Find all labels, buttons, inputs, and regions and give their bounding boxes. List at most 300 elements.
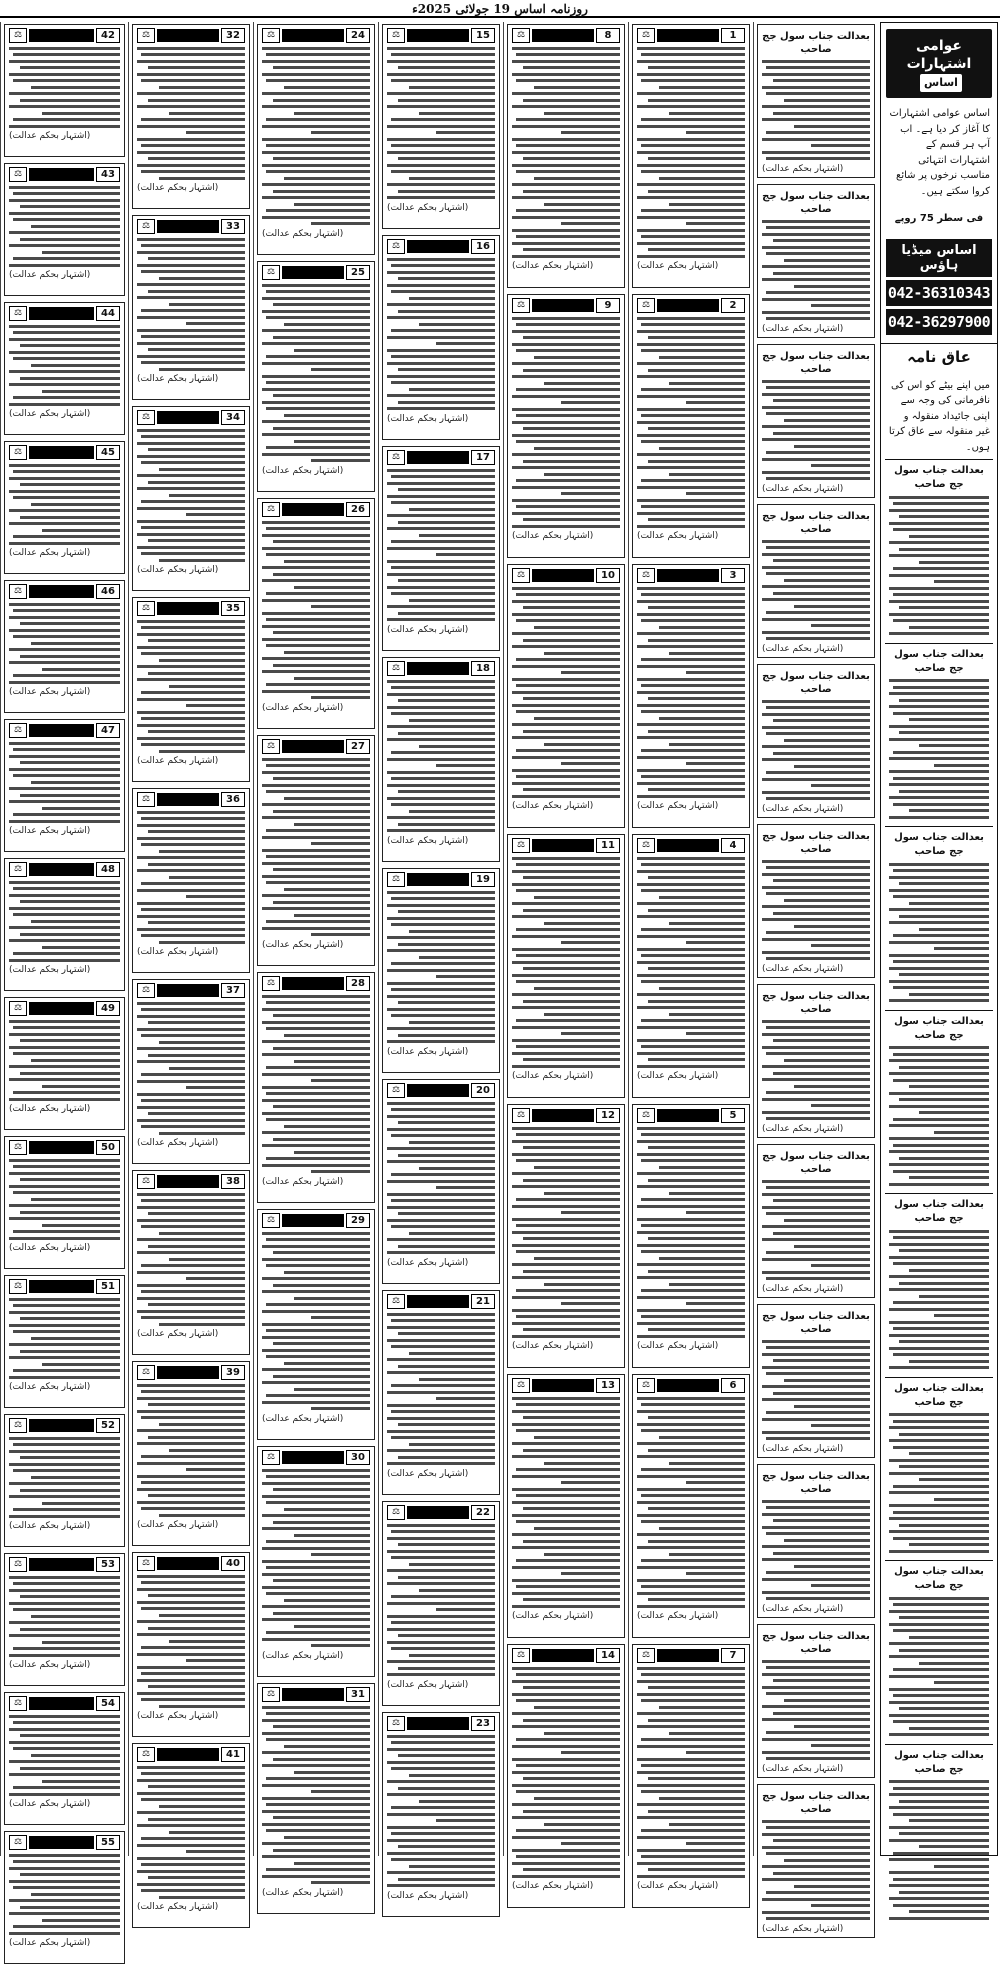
notice-header-bar: [387, 239, 495, 254]
text-line: [773, 879, 870, 882]
notice-header-bar: [137, 1556, 245, 1571]
text-line: [262, 612, 370, 615]
text-line: [387, 1219, 495, 1222]
notice-header-bar: [387, 1505, 495, 1520]
text-line: [899, 882, 989, 885]
text-line: [9, 264, 120, 267]
text-line: [20, 794, 120, 797]
text-line: [9, 105, 120, 108]
notice-signature: (اشتہار بحکم عدالت): [512, 1071, 594, 1081]
header-black-bar: [532, 1379, 594, 1392]
notice-signature: (اشتہار بحکم عدالت): [762, 1443, 844, 1454]
text-line: [137, 316, 245, 319]
text-line: [159, 1514, 245, 1517]
text-line: [512, 1592, 620, 1595]
notice-signature: (اشتہار بحکم عدالت): [762, 1283, 844, 1294]
text-line: [893, 1878, 989, 1881]
text-line: [516, 1673, 620, 1676]
text-line: [889, 1826, 989, 1829]
notice-text-lines: [512, 47, 620, 258]
text-line: [899, 1098, 989, 1101]
text-line: [889, 1550, 989, 1553]
court-emblem-icon: ⚖: [9, 1418, 27, 1433]
text-line: [262, 1719, 370, 1722]
text-line: [137, 620, 245, 623]
text-line: [523, 697, 620, 700]
court-emblem-icon: ⚖: [637, 838, 655, 853]
notice-text-lines: [889, 496, 989, 636]
text-line: [409, 1443, 495, 1446]
text-line: [648, 1777, 745, 1780]
header-black-bar: [407, 662, 469, 675]
classified-notice: [4, 1136, 125, 1269]
text-line: [266, 527, 370, 530]
court-emblem-icon: ⚖: [262, 28, 280, 43]
text-line: [148, 1212, 245, 1215]
text-line: [13, 535, 120, 538]
text-line: [766, 1666, 870, 1669]
text-line: [794, 1565, 870, 1568]
court-emblem-icon: ⚖: [262, 739, 280, 754]
text-line: [159, 177, 245, 180]
text-line: [391, 1530, 495, 1533]
text-line: [387, 949, 495, 952]
text-line: [784, 1539, 870, 1542]
text-line: [9, 1482, 120, 1485]
text-line: [934, 1314, 989, 1317]
text-line: [137, 1410, 245, 1413]
text-line: [893, 1170, 989, 1173]
text-line: [516, 1494, 620, 1497]
text-line: [387, 1550, 495, 1553]
text-line: [637, 362, 745, 365]
text-line: [137, 1792, 245, 1795]
text-line: [641, 414, 745, 417]
text-line: [266, 1355, 370, 1358]
text-line: [641, 479, 745, 482]
notice-text-lines: [9, 603, 120, 684]
text-line: [893, 1353, 989, 1356]
text-line: [141, 717, 245, 720]
text-line: [766, 157, 870, 160]
text-line: [893, 751, 989, 754]
text-line: [262, 1144, 370, 1147]
text-line: [637, 1475, 745, 1478]
court-emblem-icon: ⚖: [512, 1108, 530, 1123]
text-line: [262, 151, 370, 154]
classified-notice: [757, 344, 875, 498]
text-line: [169, 685, 245, 688]
notice-column: [128, 22, 253, 1912]
text-line: [387, 1582, 495, 1585]
notice-number: 33: [221, 219, 245, 234]
text-line: [137, 92, 245, 95]
text-line: [762, 1833, 870, 1836]
text-line: [637, 105, 745, 108]
notice-signature: (اشتہار بحکم عدالت): [512, 1611, 594, 1621]
text-line: [262, 816, 370, 819]
text-line: [512, 1745, 620, 1748]
notice-text-lines: [512, 587, 620, 798]
text-line: [137, 1857, 245, 1860]
text-line: [889, 1917, 989, 1920]
classified-notice: [382, 446, 500, 651]
court-emblem-icon: ⚖: [262, 1687, 280, 1702]
text-line: [137, 455, 245, 458]
text-line: [262, 453, 370, 456]
aaq-text: میں اپنے بیٹے کو اس کی نافرمانی کی وجہ سے اپنی جائیداد منقولہ و غیر منقولہ سے عاق کرتا ہوں۔: [888, 379, 990, 453]
text-line: [409, 86, 495, 89]
text-line: [561, 671, 620, 674]
text-line: [9, 787, 120, 790]
text-line: [266, 1092, 370, 1095]
text-line: [273, 66, 370, 69]
text-line: [534, 896, 620, 899]
text-line: [512, 73, 620, 76]
text-line: [9, 881, 120, 884]
text-line: [794, 605, 870, 608]
text-line: [899, 1157, 989, 1160]
text-line: [20, 761, 120, 764]
court-emblem-icon: ⚖: [9, 723, 27, 738]
text-line: [637, 691, 745, 694]
notice-text-lines: [9, 1854, 120, 1935]
text-line: [137, 837, 245, 840]
text-line: [391, 355, 495, 358]
text-line: [9, 1793, 120, 1796]
text-line: [766, 706, 870, 709]
text-line: [387, 1313, 495, 1316]
classified-notice: [4, 1692, 125, 1825]
text-line: [284, 414, 370, 417]
text-line: [637, 1127, 745, 1130]
text-line: [659, 86, 745, 89]
text-line: [523, 1598, 620, 1601]
text-line: [762, 1225, 870, 1228]
text-line: [398, 1121, 495, 1124]
notice-signature: (اشتہار بحکم عدالت): [9, 1243, 91, 1253]
text-line: [387, 469, 495, 472]
text-line: [909, 535, 989, 538]
text-line: [516, 349, 620, 352]
text-line: [20, 1072, 120, 1075]
text-line: [9, 1899, 120, 1902]
text-line: [534, 1436, 620, 1439]
text-line: [523, 66, 620, 69]
text-line: [159, 850, 245, 853]
court-emblem-icon: ⚖: [137, 410, 155, 425]
court-emblem-icon: ⚖: [512, 1648, 530, 1663]
phone-box: [886, 239, 992, 335]
text-line: [159, 368, 245, 371]
text-line: [262, 1008, 370, 1011]
text-line: [262, 995, 370, 998]
text-line: [141, 1798, 245, 1801]
text-line: [893, 1813, 989, 1816]
text-line: [766, 291, 870, 294]
header-black-bar: [407, 29, 469, 42]
text-line: [512, 183, 620, 186]
notice-signature: (اشتہار بحکم عدالت): [387, 1046, 469, 1057]
notice-signature: (اشتہار بحکم عدالت): [9, 826, 91, 836]
text-line: [398, 1212, 495, 1215]
text-line: [387, 1147, 495, 1150]
text-line: [391, 803, 495, 806]
classified-notice: [757, 1464, 875, 1618]
text-line: [766, 1826, 870, 1829]
text-line: [148, 1876, 245, 1879]
header-black-bar: [657, 29, 719, 42]
text-line: [773, 112, 870, 115]
text-line: [311, 1407, 370, 1410]
text-line: [762, 265, 870, 268]
text-line: [784, 1059, 870, 1062]
text-line: [262, 784, 370, 787]
text-line: [9, 186, 120, 189]
text-line: [13, 635, 120, 638]
text-line: [889, 522, 989, 525]
text-line: [512, 1725, 620, 1728]
text-line: [516, 1585, 620, 1588]
classified-notice: [132, 1170, 250, 1355]
text-line: [637, 782, 745, 785]
text-line: [516, 1250, 620, 1253]
classified-notice: [757, 1144, 875, 1298]
text-line: [273, 540, 370, 543]
text-line: [512, 993, 620, 996]
notice-signature: (اشتہار بحکم عدالت): [262, 702, 344, 713]
text-line: [648, 909, 745, 912]
text-line: [893, 869, 989, 872]
court-emblem-icon: ⚖: [637, 28, 655, 43]
text-line: [637, 1875, 745, 1878]
text-line: [512, 769, 620, 772]
text-line: [637, 1566, 745, 1569]
classified-notice: [4, 858, 125, 991]
text-line: [137, 678, 245, 681]
text-line: [13, 218, 120, 221]
text-line: [266, 1712, 370, 1715]
classified-notice: [757, 824, 875, 978]
text-line: [889, 1059, 989, 1062]
text-line: [893, 502, 989, 505]
rail-notice-heading: بعدالت جناب سول جج صاحب: [894, 465, 984, 490]
text-line: [899, 1616, 989, 1619]
text-line: [387, 151, 495, 154]
header-black-bar: [157, 411, 219, 424]
court-emblem-icon: ⚖: [9, 28, 27, 43]
text-line: [784, 739, 870, 742]
text-line: [637, 1185, 745, 1188]
text-line: [641, 440, 745, 443]
text-line: [137, 1284, 245, 1287]
text-line: [262, 670, 370, 673]
text-line: [409, 1141, 495, 1144]
classified-notice: [382, 1290, 500, 1495]
text-line: [398, 943, 495, 946]
classified-notice: [382, 235, 500, 440]
header-black-bar: [282, 29, 344, 42]
text-line: [137, 1620, 245, 1623]
text-line: [273, 1612, 370, 1615]
text-line: [9, 1741, 120, 1744]
text-line: [512, 434, 620, 437]
text-line: [893, 1668, 989, 1671]
text-line: [391, 897, 495, 900]
text-line: [766, 771, 870, 774]
text-line: [387, 1115, 495, 1118]
header-black-bar: [282, 740, 344, 753]
notice-signature: (اشتہار بحکم عدالت): [762, 643, 844, 654]
text-line: [648, 1058, 745, 1061]
text-line: [387, 1524, 495, 1527]
text-line: [137, 342, 245, 345]
court-emblem-icon: ⚖: [137, 219, 155, 234]
text-line: [659, 896, 745, 899]
text-line: [773, 1392, 870, 1395]
text-line: [516, 388, 620, 391]
text-line: [889, 738, 989, 741]
notice-text-lines: [262, 1232, 370, 1411]
text-line: [773, 239, 870, 242]
text-line: [148, 157, 245, 160]
text-line: [266, 1592, 370, 1595]
text-line: [762, 86, 870, 89]
notice-text-lines: [9, 1159, 120, 1240]
text-line: [773, 432, 870, 435]
text-line: [42, 1224, 120, 1227]
text-line: [766, 1532, 870, 1535]
text-line: [273, 1375, 370, 1378]
notice-number: 7: [721, 1648, 745, 1663]
text-line: [641, 1468, 745, 1471]
text-line: [186, 322, 245, 325]
text-line: [686, 671, 745, 674]
header-black-bar: [157, 1748, 219, 1761]
notice-signature: (اشتہار بحکم عدالت): [512, 531, 594, 541]
text-line: [641, 1520, 745, 1523]
text-line: [266, 1631, 370, 1634]
text-line: [784, 1379, 870, 1382]
text-line: [398, 1365, 495, 1368]
text-line: [262, 1401, 370, 1404]
text-line: [148, 99, 245, 102]
text-line: [409, 508, 495, 511]
header-black-bar: [657, 569, 719, 582]
text-line: [137, 1601, 245, 1604]
text-line: [919, 1111, 989, 1114]
text-line: [20, 655, 120, 658]
notice-number: 44: [96, 306, 120, 321]
notice-header-bar: [9, 584, 120, 599]
text-line: [137, 1106, 245, 1109]
text-line: [889, 1105, 989, 1108]
notice-number: 24: [346, 28, 370, 43]
notice-text-lines: [762, 1340, 870, 1441]
notice-text-lines: [9, 1298, 120, 1379]
notice-text-lines: [387, 1524, 495, 1677]
text-line: [516, 684, 620, 687]
text-line: [436, 1397, 495, 1400]
notice-signature: (اشتہار بحکم عدالت): [762, 1603, 844, 1614]
text-line: [42, 668, 120, 671]
text-line: [909, 809, 989, 812]
text-line: [148, 290, 245, 293]
text-line: [637, 453, 745, 456]
notice-signature: (اشتہار بحکم عدالت): [512, 801, 594, 811]
text-line: [641, 1494, 745, 1497]
text-line: [13, 1165, 120, 1168]
text-line: [512, 1127, 620, 1130]
text-line: [637, 736, 745, 739]
text-line: [387, 407, 495, 410]
text-line: [648, 1686, 745, 1689]
text-line: [266, 1803, 370, 1806]
text-line: [159, 941, 245, 944]
text-line: [148, 830, 245, 833]
text-line: [762, 1705, 870, 1708]
text-line: [544, 922, 620, 925]
text-line: [262, 284, 370, 287]
notice-header-bar: [262, 265, 370, 280]
text-line: [262, 1482, 370, 1485]
classified-notice: [257, 1446, 375, 1677]
text-line: [159, 1896, 245, 1899]
text-line: [42, 1919, 120, 1922]
notice-number: 12: [596, 1108, 620, 1123]
notice-number: 21: [471, 1294, 495, 1309]
text-line: [266, 1540, 370, 1543]
text-line: [262, 638, 370, 641]
text-line: [294, 1862, 370, 1865]
text-line: [512, 736, 620, 739]
notice-number: 37: [221, 983, 245, 998]
text-line: [637, 1605, 745, 1608]
notice-signature: (اشتہار بحکم عدالت): [9, 1660, 91, 1670]
text-line: [391, 118, 495, 121]
text-line: [534, 177, 620, 180]
text-line: [773, 592, 870, 595]
text-line: [387, 196, 495, 199]
text-line: [637, 1771, 745, 1774]
text-line: [387, 784, 495, 787]
text-line: [387, 394, 495, 397]
text-line: [648, 1000, 745, 1003]
text-line: [273, 1488, 370, 1491]
text-line: [409, 810, 495, 813]
text-line: [512, 1712, 620, 1715]
text-line: [273, 99, 370, 102]
text-line: [561, 1842, 620, 1845]
notice-column: [378, 22, 503, 1901]
text-line: [512, 870, 620, 873]
notice-text-lines: [9, 186, 120, 267]
text-line: [561, 1572, 620, 1575]
text-line: [889, 757, 989, 760]
text-line: [409, 177, 495, 180]
rail-intro: اساس عوامی اشتہارات کا آغاز کر دیا ہے۔ اب آپ ہر قسم کے اشتہارات انتہائی مناسب نرخوں پر شائع کروا سکتے ہیں۔: [889, 108, 990, 197]
text-line: [141, 691, 245, 694]
text-line: [893, 1262, 989, 1265]
text-line: [637, 1488, 745, 1491]
text-line: [262, 1245, 370, 1248]
notice-number: 3: [721, 568, 745, 583]
text-line: [391, 79, 495, 82]
notice-text-lines: [762, 1500, 870, 1601]
text-line: [889, 1780, 989, 1783]
notice-header-bar: [137, 601, 245, 616]
text-line: [137, 355, 245, 358]
